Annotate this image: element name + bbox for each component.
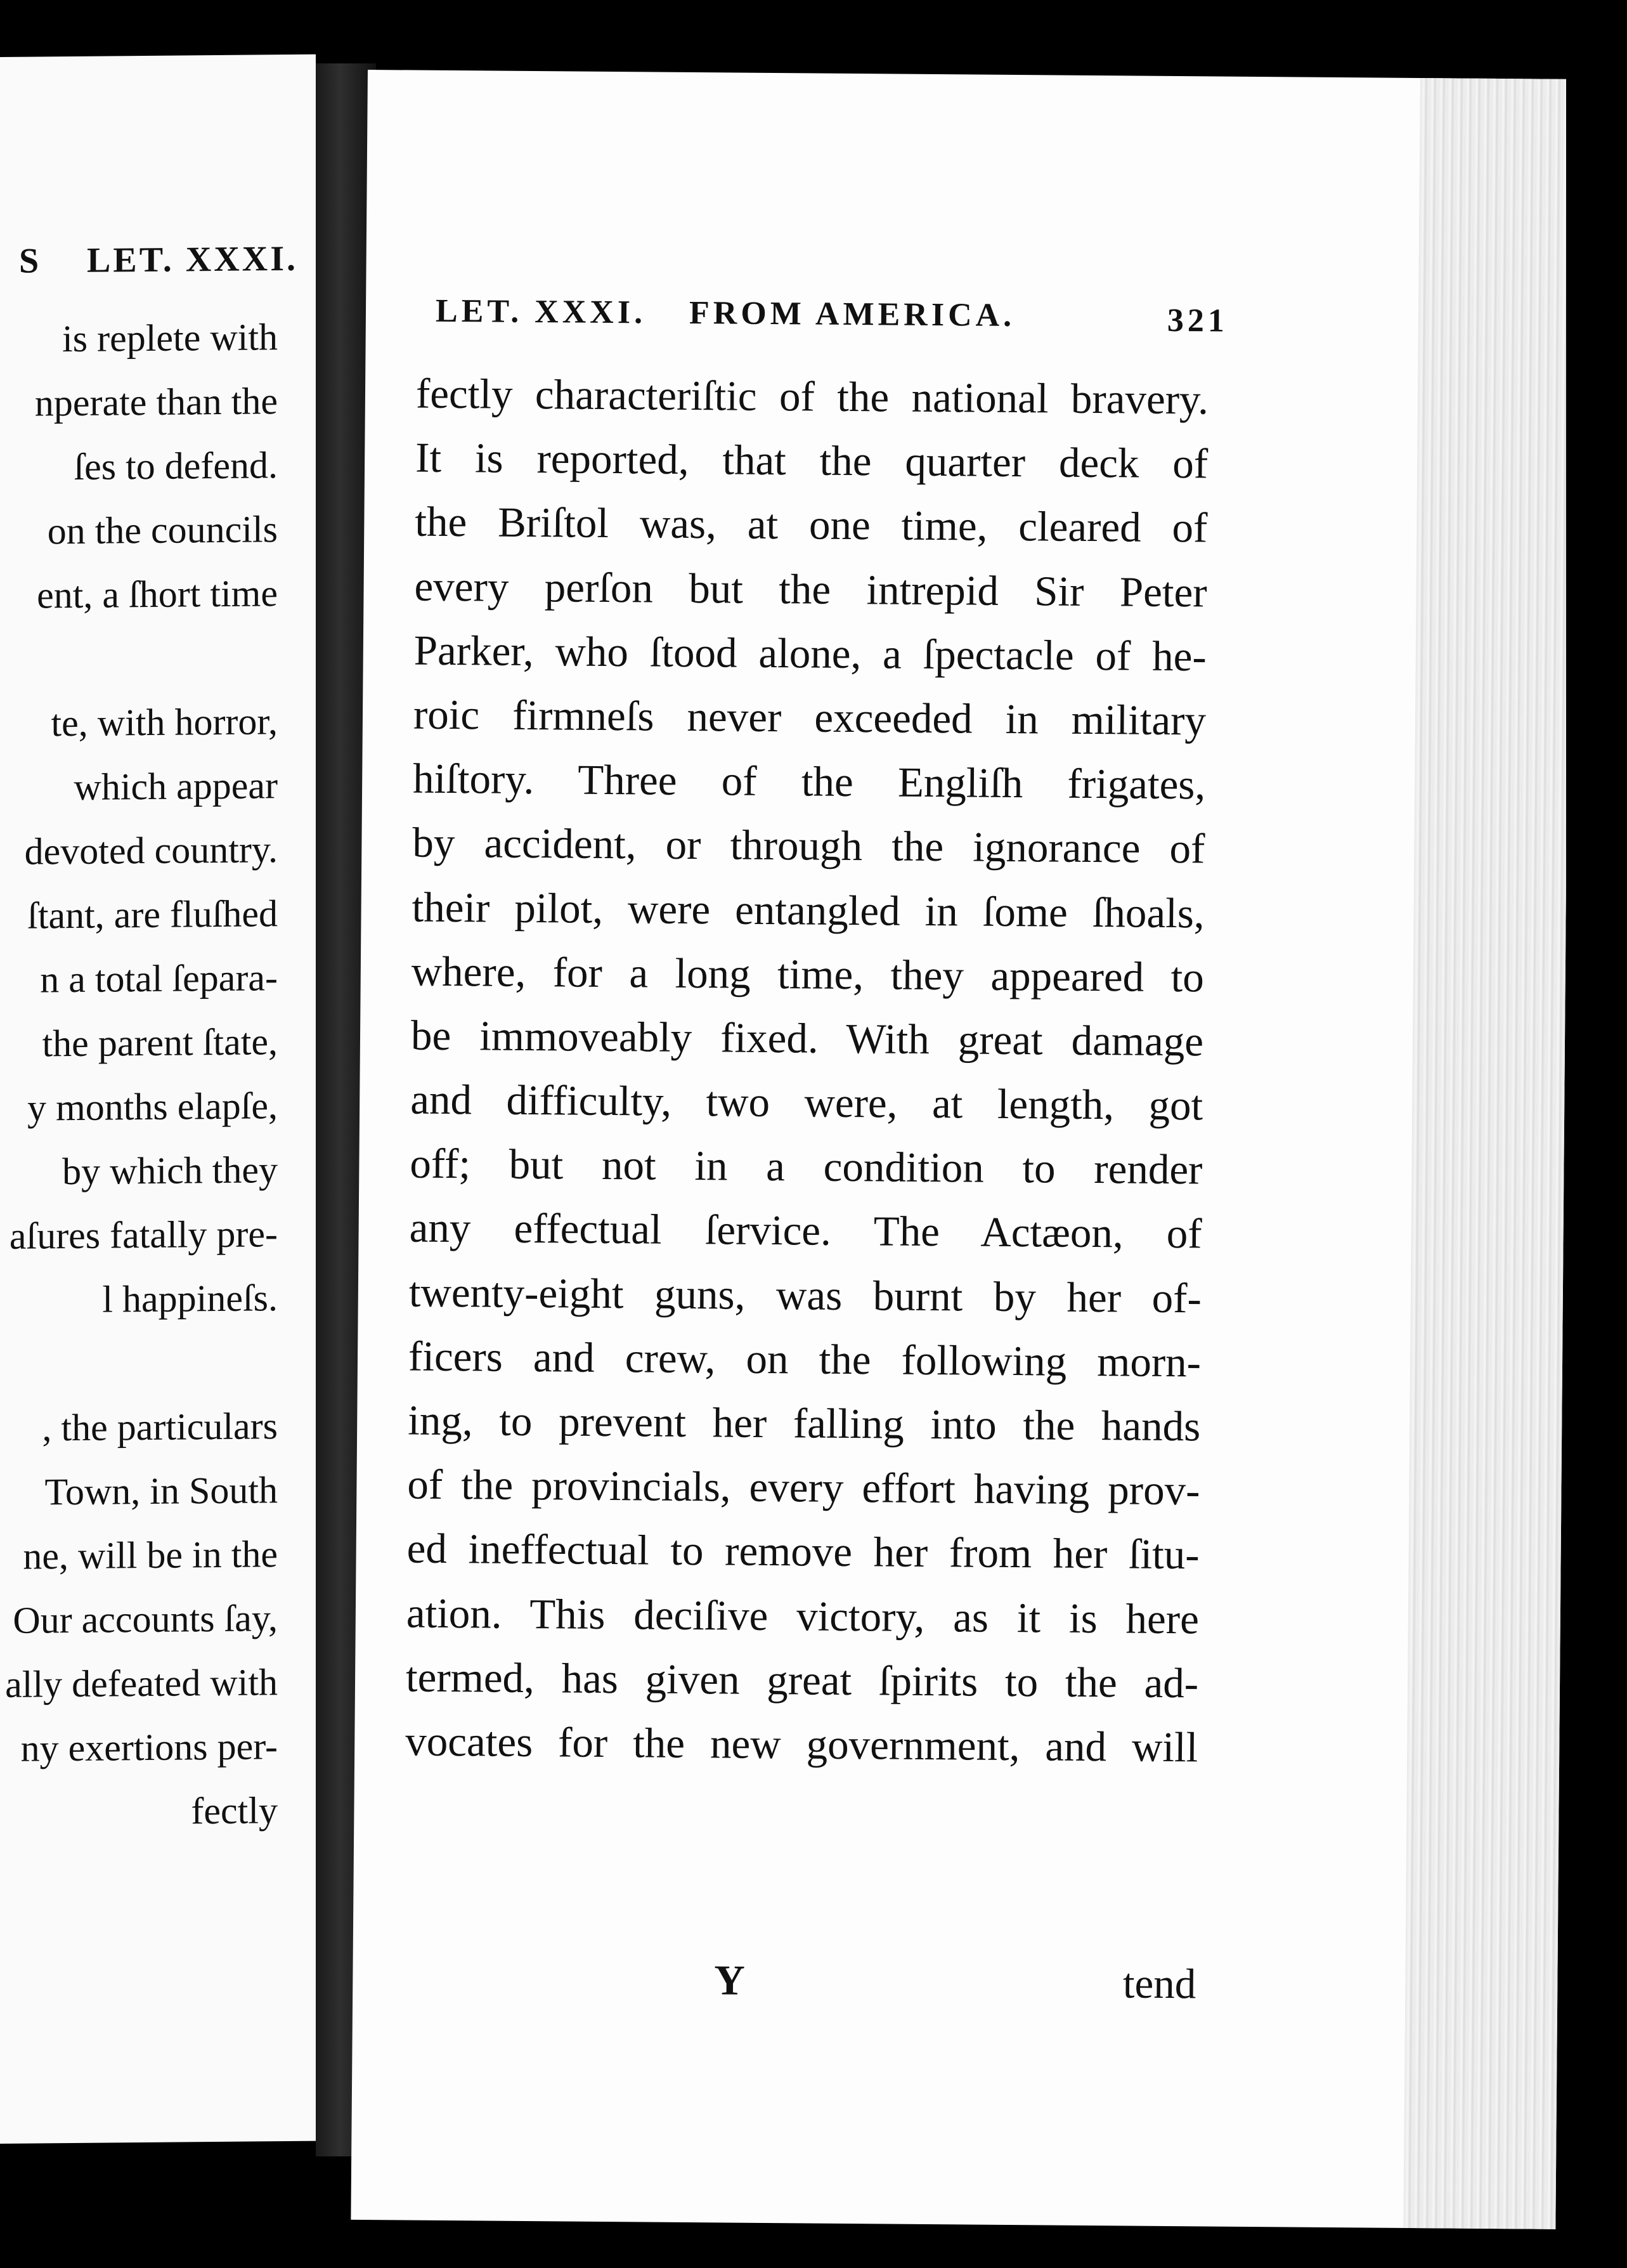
left-running-head (19, 238, 298, 282)
text-line: fectly characteriſtic of the national bravery. (415, 370, 1209, 424)
text-line: by which they (62, 1149, 278, 1193)
running-head (435, 292, 1229, 339)
signature-mark: Y (714, 1957, 746, 2004)
page-number: 321 (1167, 302, 1229, 339)
text-line: ſtant, are fluſhed (27, 892, 278, 937)
text-line: every perſon but the intrepid Sir Peter (414, 563, 1207, 616)
text-line: their pilot, were entangled in ſome ſhoals, (412, 883, 1205, 937)
text-line: n a total ſepara- (40, 956, 278, 1001)
text-line: ally defeated with (5, 1661, 278, 1705)
text-line: termed, has given great ſpirits to the ad- (405, 1653, 1199, 1707)
text-line: vocates for the new government, and will (405, 1717, 1198, 1771)
page-footer (403, 1954, 1196, 2024)
right-page (351, 70, 1572, 2229)
text-line: ny exertions per- (20, 1725, 278, 1769)
text-line: where, for a long time, they appeared to (411, 948, 1205, 1001)
text-line: aſures fatally pre- (9, 1213, 278, 1257)
left-page-text (0, 305, 278, 1848)
text-line: te, with horror, (51, 700, 278, 745)
text-line: is replete with (62, 316, 278, 360)
text-line (0, 625, 278, 694)
page-edges (1403, 78, 1572, 2229)
scan-border (1566, 0, 1627, 2268)
text-line: ent, a ſhort time (37, 572, 278, 616)
text-line: roic firmneſs never exceeded in military (413, 691, 1207, 745)
text-line: on the councils (47, 508, 278, 552)
text-line: ation. This deciſive victory, as it is here (406, 1589, 1200, 1643)
text-line: which appear (74, 764, 278, 808)
text-line: hiſtory. Three of the Engliſh frigates, (412, 755, 1206, 809)
text-line: fectly (191, 1789, 278, 1832)
text-line: of the provincials, every effort having prov- (407, 1461, 1200, 1515)
left-page (0, 55, 316, 2144)
text-line: , the particulars (42, 1405, 278, 1449)
text-line: any effectual ſervice. The Actæon, of (409, 1204, 1202, 1258)
running-head-title: FROM AMERICA. (689, 294, 1016, 334)
text-line: ſes to defend. (74, 444, 278, 488)
left-running-title: LET. XXXI. (86, 238, 298, 280)
text-line: by accident, or through the ignorance of (412, 819, 1205, 873)
left-header-fragment: S (19, 241, 42, 281)
text-line: devoted country. (24, 828, 278, 873)
text-line (0, 1330, 278, 1399)
text-line: ficers and crew, on the following morn- (408, 1333, 1202, 1386)
text-line: ed ineffectual to remove her from her ſitu- (406, 1525, 1200, 1579)
text-line: ing, to prevent her falling into the hands (407, 1397, 1201, 1450)
text-line: Town, in South (44, 1469, 278, 1513)
text-line: the parent ſtate, (42, 1020, 278, 1065)
text-line: ne, will be in the (23, 1533, 278, 1577)
text-line: Our accounts ſay, (13, 1597, 278, 1641)
text-line: y months elapſe, (27, 1085, 278, 1129)
text-line: nperate than the (34, 380, 278, 424)
text-line: It is reported, that the quarter deck of (415, 434, 1209, 488)
text-line: be immoveably fixed. With great damage (410, 1012, 1204, 1066)
running-head-letter: LET. XXXI. (435, 292, 647, 331)
text-line: l happineſs. (102, 1277, 278, 1320)
catchword: tend (1122, 1960, 1196, 2008)
text-line: the Briſtol was, at one time, cleared of (415, 498, 1208, 552)
text-line: Parker, who ſtood alone, a ſpectacle of he- (413, 627, 1207, 681)
text-line: off; but not in a condition to render (410, 1140, 1203, 1194)
text-line: and difficulty, two were, at length, got (410, 1076, 1203, 1130)
body-text (405, 362, 1209, 1780)
text-line: twenty-eight guns, was burnt by her of- (408, 1268, 1202, 1322)
